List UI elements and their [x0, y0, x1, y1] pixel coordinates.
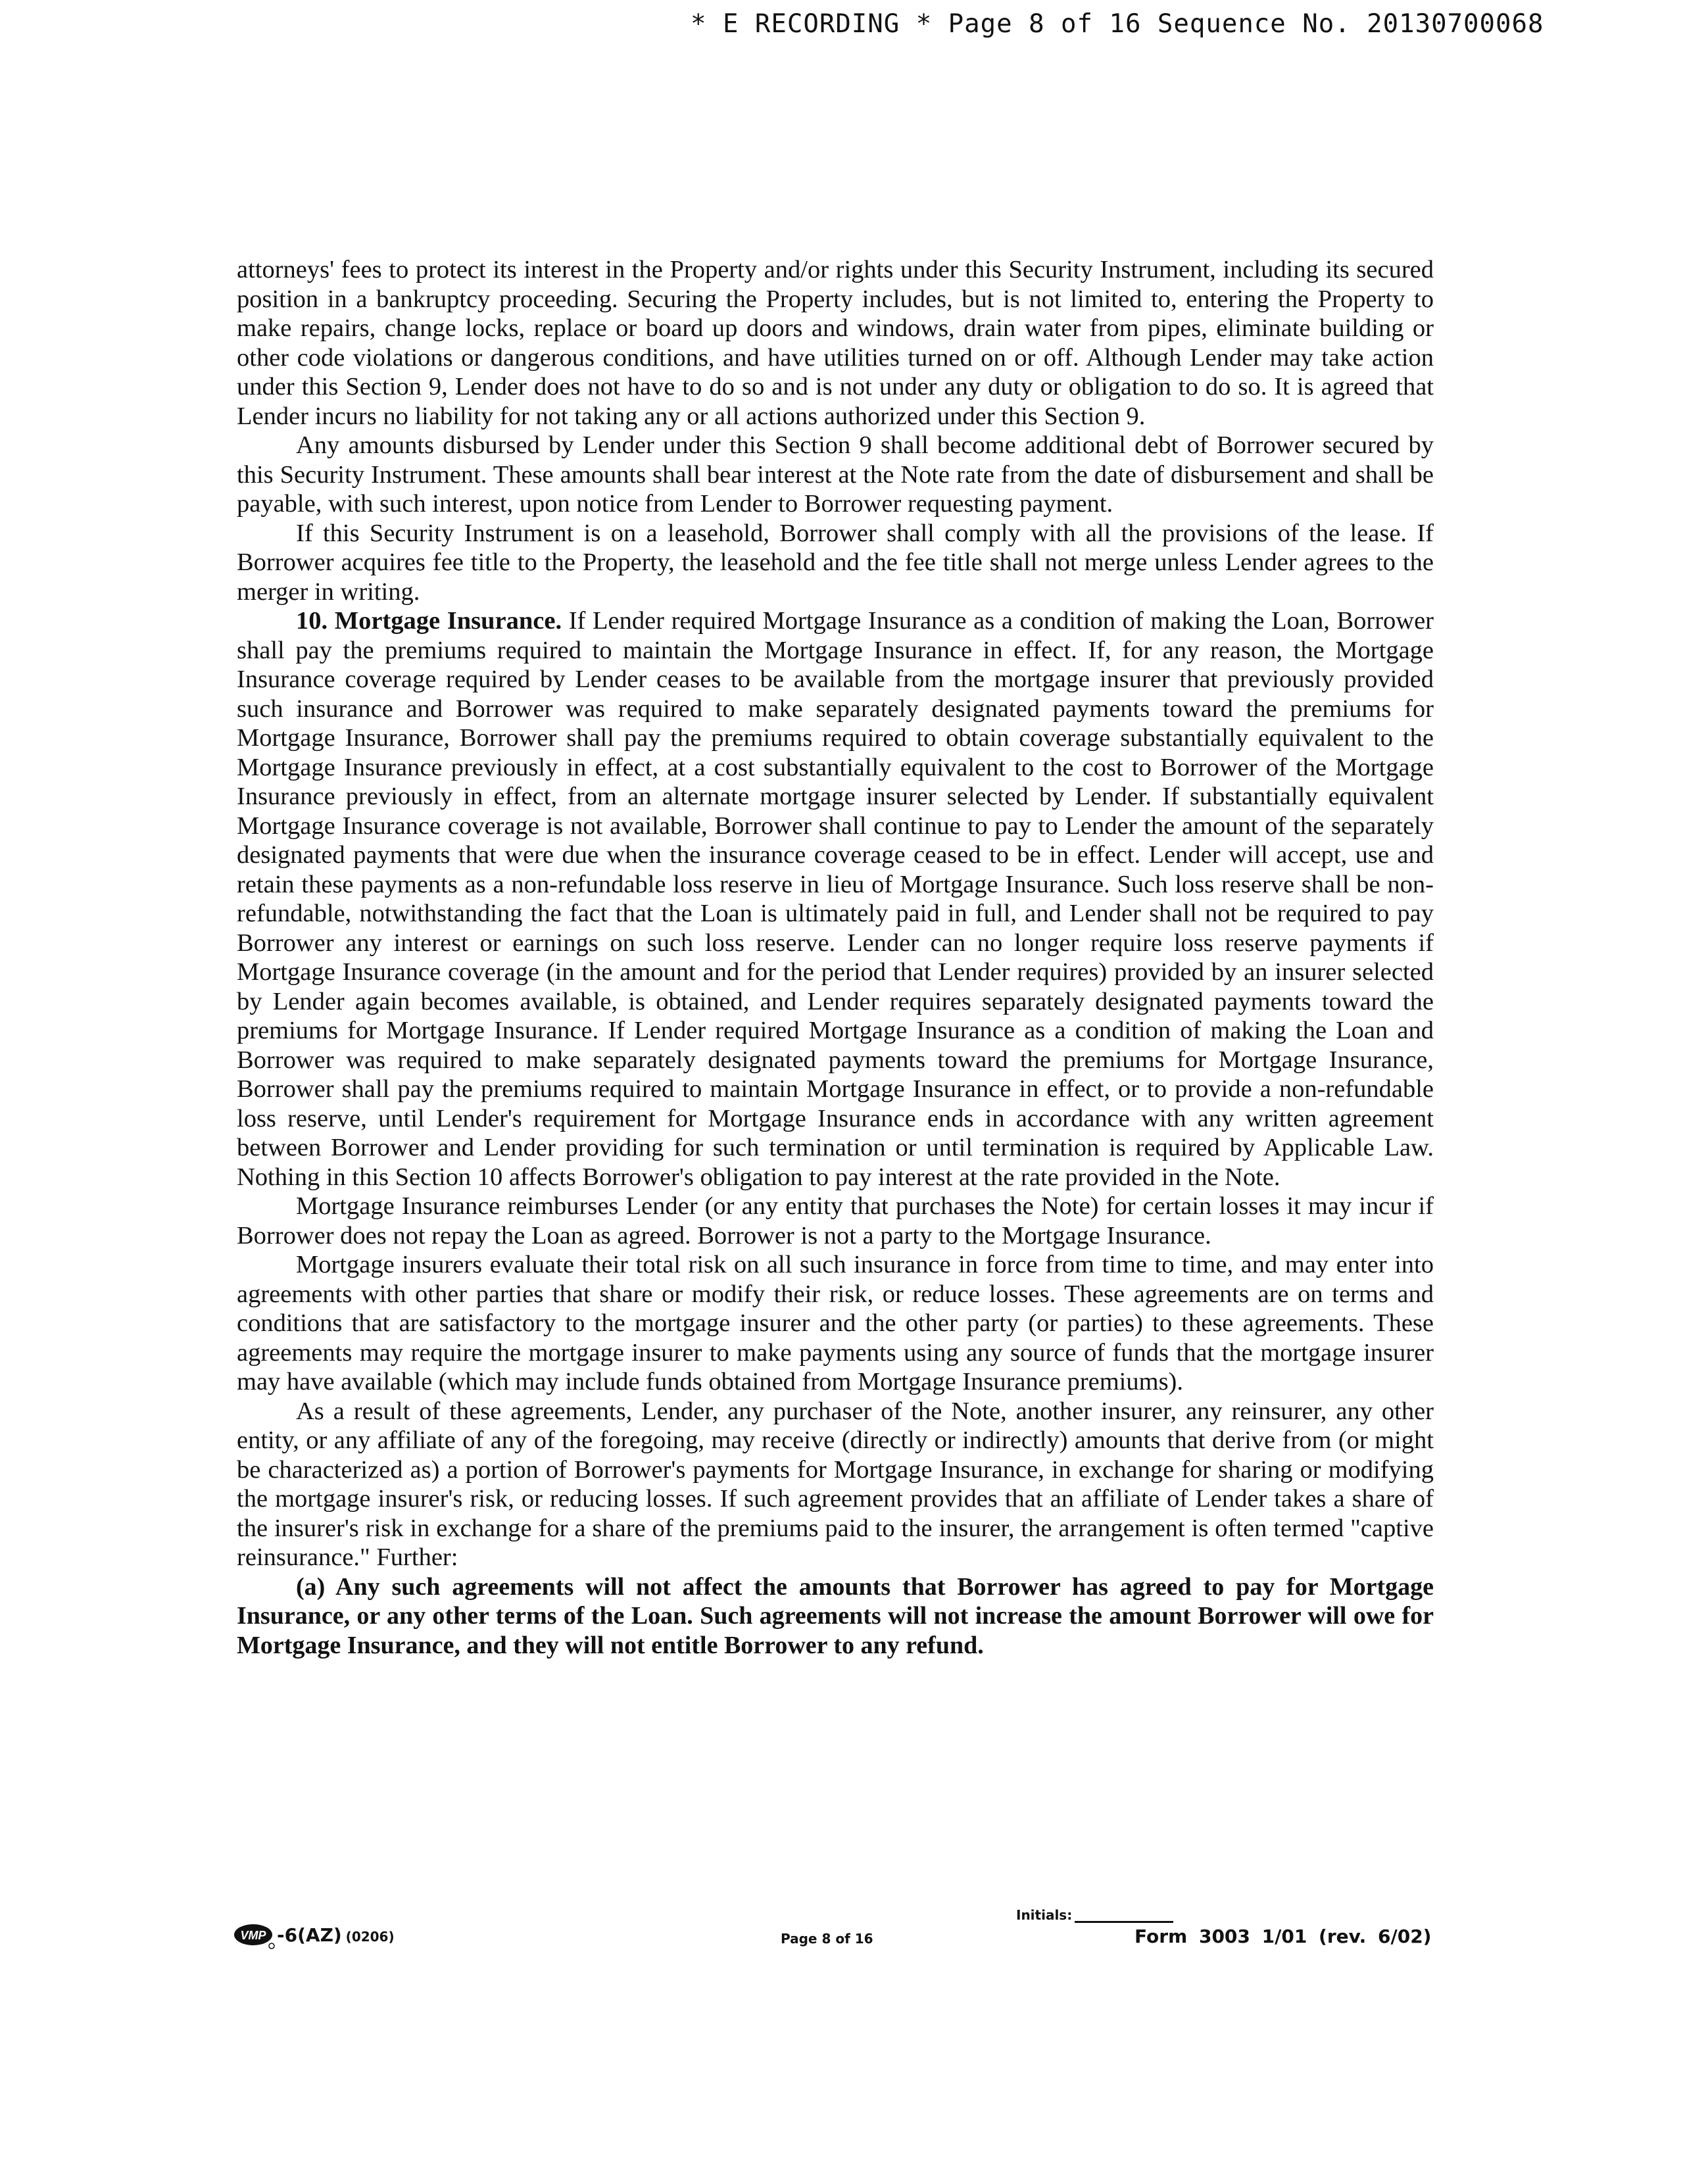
- paragraph-securing-property: attorneys' fees to protect its interest in the Property and/or rights under this Security Instrument, including its secured position in a bankruptcy proceeding. Securing the Property includes, but is not limited to, entering the Property to make repairs, change locks, replace or board up doors and windows, drain water from pipes, eliminate building or other code violations or dangerous conditions, and have utilities turned on or off. Although Lender may take action under this Section 9, Lender does not have to do so and is not under any duty or obligation to do so. It is agreed that Lender incurs no liability for not taking any or all actions authorized under this Section 9.: [237, 256, 1434, 430]
- section-10-mortgage-insurance: [237, 606, 1434, 1192]
- paragraph-insurers-evaluate: Mortgage insurers evaluate their total risk on all such insurance in force from time to time, and may enter into agreements with other parties that share or modify their risk, or reduce losses. These agreements are on terms and conditions that are satisfactory to the mortgage insurer and the other party (or parties) to these agreements. These agreements may require the mortgage insurer to make payments using any source of funds that the mortgage insurer may have available (which may include funds obtained from Mortgage Insurance premiums).: [237, 1251, 1434, 1395]
- vmp-logo-icon: [233, 1923, 276, 1949]
- bold-clause-a: (a) Any such agreements will not affect the amounts that Borrower has agreed to pay for Mortgage Insurance, or any other terms of the Loan. Such agreements will not increase the amount Borrower will owe for Mortgage Insurance, and they will not entitle Borrower to any refund.: [237, 1572, 1434, 1659]
- form-code-date: (0206): [345, 1929, 395, 1945]
- paragraph-insurance-reimburses: Mortgage Insurance reimburses Lender (or any entity that purchases the Note) for certain losses it may incur if Borrower does not repay the Loan as agreed. Borrower is not a party to the Mortgage Insurance.: [237, 1192, 1434, 1250]
- page-number: Page 8 of 16: [781, 1931, 873, 1947]
- form-number: Form 3003 1/01 (rev. 6/02): [1134, 1926, 1432, 1947]
- form-code: [277, 1924, 395, 1946]
- recording-header: * E RECORDING * Page 8 of 16 Sequence No. 20130700068: [691, 9, 1544, 39]
- initials-line: [1075, 1910, 1173, 1923]
- document-body: [237, 255, 1434, 1660]
- vmp-logo-text: VMP: [240, 1929, 266, 1942]
- initials-label: Initials:: [1016, 1907, 1073, 1923]
- initials-field: [1016, 1907, 1173, 1923]
- section-10-text: If Lender required Mortgage Insurance as a condition of making the Loan, Borrower shall pay the premiums required to maintain the Mortgage Insurance in effect. If, for any reason, the Mortgage Insurance coverage required by Lender ceases to be available from the mortgage insurer that previously provided such insurance and Borrower was required to make separately designated payments toward the premiums for Mortgage Insurance, Borrower shall pay the premiums required to obtain coverage substantially equivalent to the Mortgage Insurance previously in effect, at a cost substantially equivalent to the cost to Borrower of the Mortgage Insurance previously in effect, from an alternate mortgage insurer selected by Lender. If substantially equivalent Mortgage Insurance coverage is not available, Borrower shall continue to pay to Lender the amount of the separately designated payments that were due when the insurance coverage ceased to be in effect. Lender will accept, use and retain these payments as a non-refundable loss reserve in lieu of Mortgage Insurance. Such loss reserve shall be non-refundable, notwithstanding the fact that the Loan is ultimately paid in full, and Lender shall not be required to pay Borrower any interest or earnings on such loss reserve. Lender can no longer require loss reserve payments if Mortgage Insurance coverage (in the amount and for the period that Lender requires) provided by an insurer selected by Lender again becomes available, is obtained, and Lender requires separately designated payments toward the premiums for Mortgage Insurance. If Lender required Mortgage Insurance as a condition of making the Loan and Borrower was required to make separately designated payments toward the premiums for Mortgage Insurance, Borrower shall pay the premiums required to maintain Mortgage Insurance in effect, or to provide a non-refundable loss reserve, until Lender's requirement for Mortgage Insurance ends in accordance with any written agreement between Borrower and Lender providing for such termination or until termination is required by Applicable Law. Nothing in this Section 10 affects Borrower's obligation to pay interest at the rate provided in the Note.: [237, 607, 1434, 1191]
- paragraph-leasehold: If this Security Instrument is on a leasehold, Borrower shall comply with all the provisions of the lease. If Borrower acquires fee title to the Property, the leasehold and the fee title shall not merge unless Lender agrees to the merger in writing.: [237, 519, 1434, 606]
- paragraph-amounts-disbursed: Any amounts disbursed by Lender under this Section 9 shall become additional debt of Borrower secured by this Security Instrument. These amounts shall bear interest at the Note rate from the date of disbursement and shall be payable, with such interest, upon notice from Lender to Borrower requesting payment.: [237, 431, 1434, 518]
- paragraph-captive-reinsurance: As a result of these agreements, Lender, any purchaser of the Note, another insurer, any reinsurer, any other entity, or any affiliate of any of the foregoing, may receive (directly or indirectly) amounts that derive from (or might be characterized as) a portion of Borrower's payments for Mortgage Insurance, in exchange for sharing or modifying the mortgage insurer's risk, or reducing losses. If such agreement provides that an affiliate of Lender takes a share of the insurer's risk in exchange for a share of the premiums paid to the insurer, the arrangement is often termed "captive reinsurance." Further:: [237, 1397, 1434, 1571]
- form-code-id: -6(AZ): [277, 1924, 342, 1946]
- page-footer: [233, 1907, 1437, 1979]
- section-10-heading: 10. Mortgage Insurance.: [296, 607, 562, 635]
